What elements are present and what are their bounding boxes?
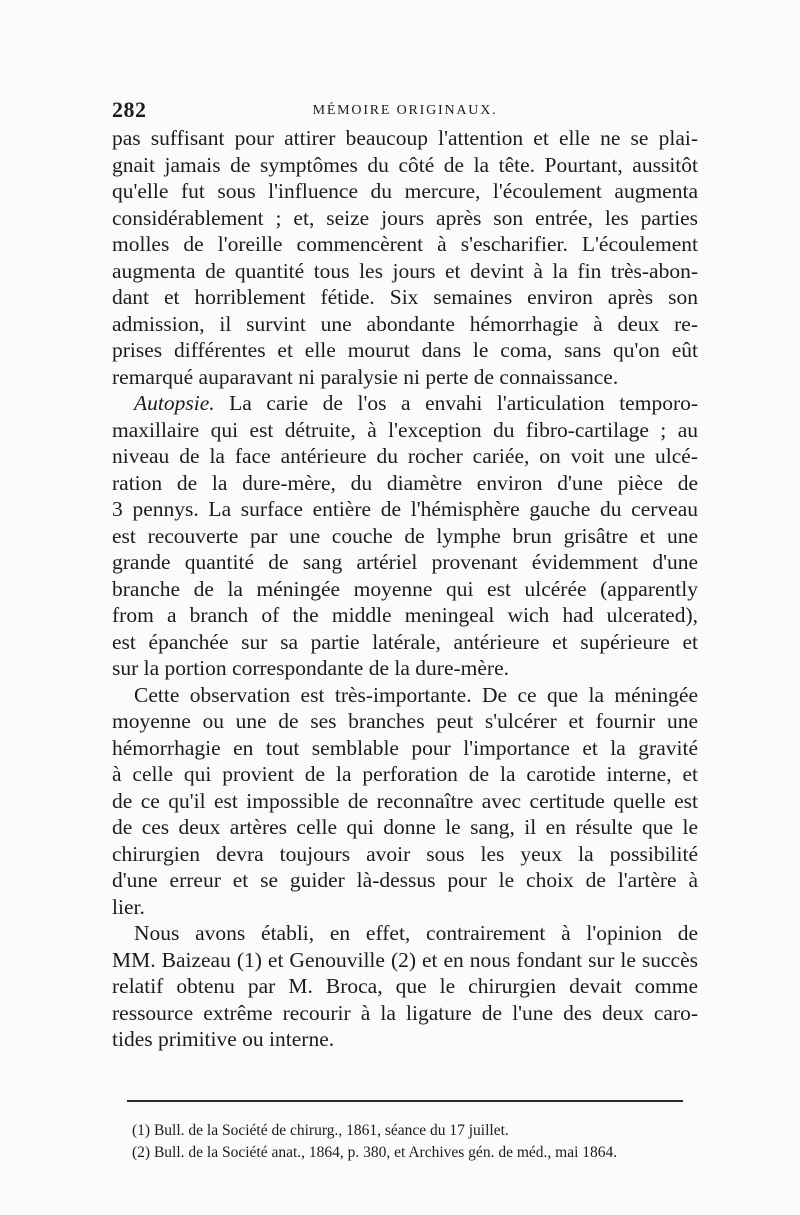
paragraph-4 xyxy=(112,920,698,1053)
text-line: tides primitive ou interne. xyxy=(112,1027,335,1051)
text-line: de ces deux artères celle qui donne le sang, il en résulte que le xyxy=(112,815,698,839)
text-line: pas suffisant pour attirer beaucoup l'attention et elle ne se plai- xyxy=(112,126,698,150)
text-line: gnait jamais de symptômes du côté de la tête. Pourtant, aussitôt xyxy=(112,152,698,177)
text-line: considérablement ; et, seize jours après son entrée, les parties xyxy=(112,205,698,230)
text-line: remarqué auparavant ni paralysie ni perte de connaissance. xyxy=(112,364,619,389)
text-line: prises différentes et elle mourut dans le coma, sans qu'on eût xyxy=(112,338,698,362)
text-line: sur la portion correspondante de la dure-mère. xyxy=(112,656,509,680)
text-line: from a branch of the middle meningeal wich had ulcerated), xyxy=(112,603,698,627)
text-line: branche de la méningée moyenne qui est ulcérée (apparently xyxy=(112,576,698,601)
footnote-2: (2) Bull. de la Société anat., 1864, p. 380, et Archives gén. de méd., mai 1864. xyxy=(132,1144,618,1161)
footnote-rule xyxy=(127,1100,683,1102)
text-line: molles de l'oreille commencèrent à s'escharifier. L'écoulement xyxy=(112,232,698,256)
text-line: d'une erreur et se guider là-dessus pour le choix de l'artère à xyxy=(112,868,698,892)
text-line: qu'elle fut sous l'influence du mercure, l'écoulement augmenta xyxy=(112,179,698,203)
text-line: niveau de la face antérieure du rocher cariée, on voit une ulcé- xyxy=(112,444,698,468)
running-head: MÉMOIRE ORIGINAUX. xyxy=(312,103,498,118)
text-line: de ce qu'il est impossible de reconnaître avec certitude quelle est xyxy=(112,788,698,813)
text-line: à celle qui provient de la perforation de la carotide interne, et xyxy=(112,762,698,786)
footnote-1: (1) Bull. de la Société de chirurg., 1861, séance du 17 juillet. xyxy=(132,1122,509,1139)
page-header xyxy=(112,97,698,127)
paragraph-autopsie xyxy=(112,390,698,682)
page-number: 282 xyxy=(112,97,147,122)
text-line: hémorrhagie en tout semblable pour l'importance et la gravité xyxy=(112,735,698,760)
text-line: Cette observation est très-importante. De ce que la méningée xyxy=(134,682,698,707)
text-line: ressource extrême recourir à la ligature de l'une des deux caro- xyxy=(112,1000,698,1025)
text-line: lier. xyxy=(112,894,145,919)
autopsie-heading: Autopsie. xyxy=(134,391,215,415)
text-line-content: La carie de l'os a envahi l'articulation temporo- xyxy=(229,391,699,415)
text-line: grande quantité de sang artériel provenant évidemment d'une xyxy=(112,550,698,574)
text-line: maxillaire qui est détruite, à l'exception du fibro-cartilage ; au xyxy=(112,417,698,442)
text-line: dant et horriblement fétide. Six semaines environ après son xyxy=(112,285,698,309)
text-line: est épanchée sur sa partie latérale, antérieure et supérieure et xyxy=(112,629,698,654)
paragraph-1 xyxy=(112,125,698,390)
text-line: admission, il survint une abondante hémorrhagie à deux re- xyxy=(112,311,698,336)
text-line: est recouverte par une couche de lymphe brun grisâtre et une xyxy=(112,523,698,548)
body-text xyxy=(112,125,698,1053)
text-line: MM. Baizeau (1) et Genouville (2) et en nous fondant sur le succès xyxy=(112,947,698,972)
text-line: Nous avons établi, en effet, contrairement à l'opinion de xyxy=(134,921,698,945)
text-line: chirurgien devra toujours avoir sous les yeux la possibilité xyxy=(112,841,698,866)
text-line xyxy=(112,390,698,417)
text-line: relatif obtenu par M. Broca, que le chirurgien devait comme xyxy=(112,974,698,998)
footnotes xyxy=(132,1120,692,1164)
paragraph-3 xyxy=(112,682,698,921)
text-line: moyenne ou une de ses branches peut s'ulcérer et fournir une xyxy=(112,709,698,733)
text-line: ration de la dure-mère, du diamètre environ d'une pièce de xyxy=(112,470,698,495)
text-line: augmenta de quantité tous les jours et devint à la fin très-abon- xyxy=(112,258,698,283)
text-line: 3 pennys. La surface entière de l'hémisphère gauche du cerveau xyxy=(112,497,698,521)
